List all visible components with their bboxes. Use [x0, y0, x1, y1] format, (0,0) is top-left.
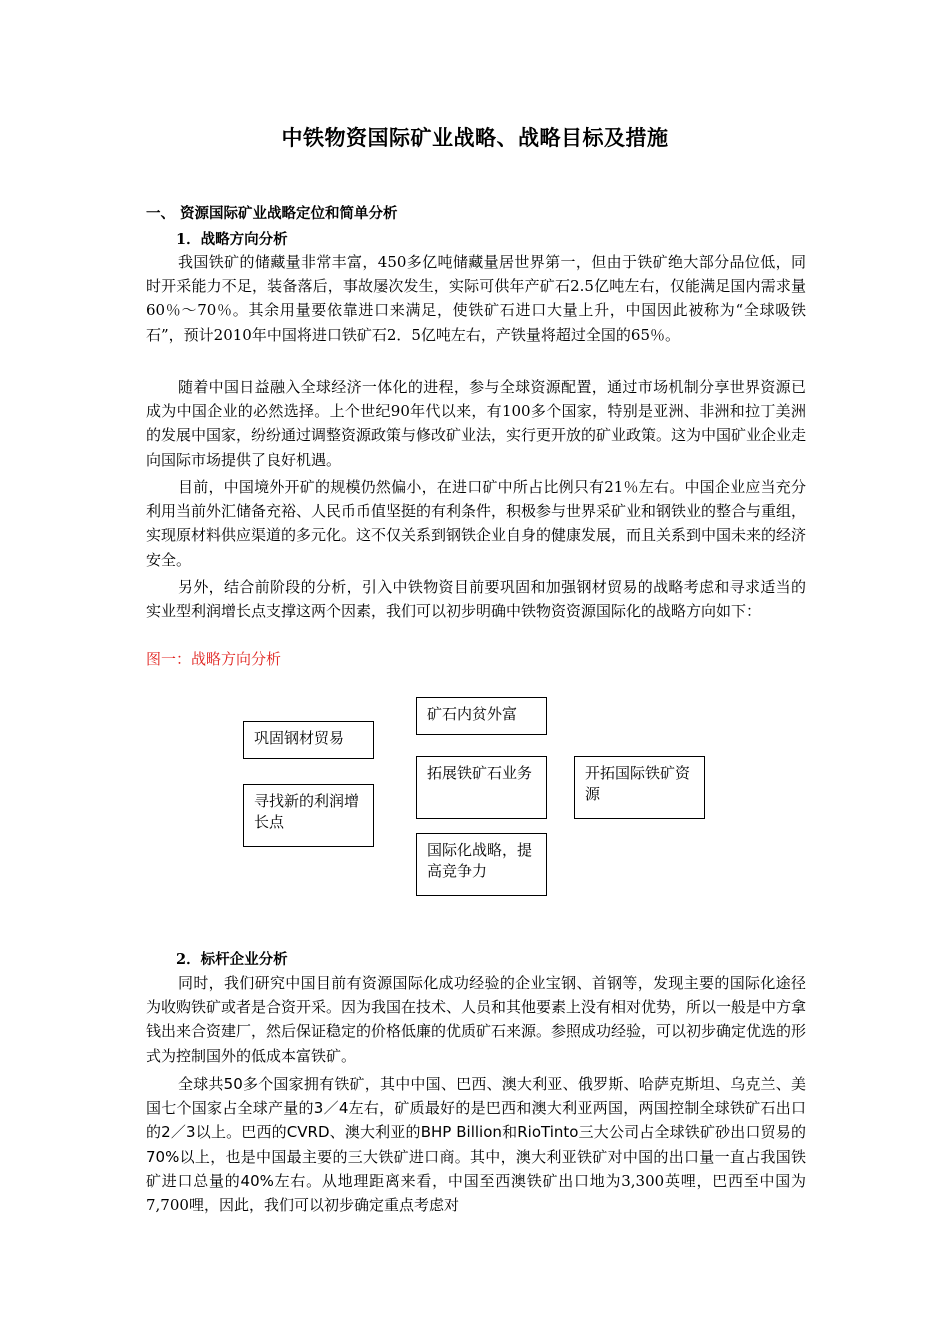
number-run: 70% [146, 1147, 180, 1166]
figure-caption: 图一：战略方向分析 [146, 650, 282, 668]
diagram-box-consolidate-steel-trade: 巩固钢材贸易 [243, 721, 374, 759]
company-name: BHP Billion [420, 1123, 502, 1142]
paragraph-2: 随着中国日益融入全球经济一体化的进程，参与全球资源配置，通过市场机制分享世界资源已成为中国企业的必然选择。上个世纪90年代以来，有100多个国家，特别是亚洲、非洲和拉丁美洲的发展中国家，纷纷通过调整资源政策与修改矿业法，实行更开放的矿业政策。这为中国矿业企业走向国际市场提供了良好机遇。 [146, 378, 807, 469]
text-run: 以上。巴西的 [195, 1123, 287, 1142]
paragraph-6 [146, 1072, 806, 1217]
diagram-box-expand-iron-ore-business: 拓展铁矿石业务 [416, 756, 547, 819]
text-run: 全球共 [178, 1075, 224, 1093]
diagram-box-ore-poor-domestic-rich-abroad: 矿石内贫外富 [416, 697, 547, 735]
number-run: 40% [240, 1171, 274, 1190]
text-run: 以上，也是中国最主要的三大铁矿进口商。其中，澳大利亚铁矿对中国的出口量一直占我国铁矿进口总量的 [146, 1147, 806, 1190]
paragraph-3: 目前，中国境外开矿的规模仍然偏小，在进口矿中所占比例只有21％左右。中国企业应当充分利用当前外汇储备充裕、人民币币值坚挺的有利条件，积极参与世界采矿业和钢铁业的整合与重组，实现原材料供应渠道的多元化。这不仅关系到钢铁企业自身的健康发展，而且关系到中国未来的经济安全。 [146, 478, 807, 569]
paragraph-5: 同时，我们研究中国目前有资源国际化成功经验的企业宝钢、首钢等，发现主要的国际化途径为收购铁矿或者是合资开采。因为我国在技术、人员和其他要素上没有相对优势，所以一般是中方拿钱出来合资建厂，然后保证稳定的价格低廉的优质矿石来源。参照成功经验，可以初步确定优选的形式为控制国外的低成本富铁矿。 [146, 974, 807, 1065]
diagram-box-internationalization: 国际化战略，提高竞争力 [416, 833, 547, 896]
text-run: 多个国家拥有铁矿，其中中国、巴西、澳大利亚、俄罗斯、哈萨克斯坦、乌克兰、美国七个国家占全球产量的 [146, 1075, 806, 1118]
diagram-box-new-profit-growth: 寻找新的利润增长点 [243, 784, 374, 847]
document-title: 中铁物资国际矿业战略、战略目标及措施 [281, 125, 669, 150]
paragraph-4: 另外，结合前阶段的分析，引入中铁物资目前要巩固和加强钢材贸易的战略考虑和寻求适当的实业型利润增长点支撑这两个因素，我们可以初步明确中铁物资资源国际化的战略方向如下： [146, 578, 806, 621]
number-run: 2／3 [161, 1123, 196, 1142]
company-name: RioTinto [517, 1123, 579, 1142]
text-run: 左右，矿质最好的是巴西和澳大利亚两国，两国控制全球铁矿石出口的 [146, 1099, 806, 1142]
text-run: 左右。从地理距离来看，中国至西澳铁矿出口地为3,300英哩，巴西至中国为7,700哩，因此，我们可以初步确定重点考虑对 [146, 1171, 806, 1215]
number-run: 3／4 [313, 1099, 349, 1118]
paragraph-1: 我国铁矿的储藏量非常丰富，450多亿吨储藏量居世界第一，但由于铁矿绝大部分品位低，同时开采能力不足，装备落后，事故屡次发生，实际可供年产矿石2.5亿吨左右，仅能满足国内需求量60％～70％。其余用量要依靠进口来满足，使铁矿石进口大量上升，中国因此被称为“全球吸铁石”，预计2010年中国将进口铁矿石2．5亿吨左右，产铁量将超过全国的65％。 [146, 253, 806, 344]
subsection-heading-strategy: 1．战略方向分析 [176, 231, 288, 248]
section-heading: 一、 资源国际矿业战略定位和简单分析 [146, 205, 398, 222]
text-run: 三大公司占全球铁矿砂出口贸易的 [578, 1123, 806, 1142]
text-run: 和 [501, 1123, 518, 1142]
diagram-box-explore-intl-iron-resources: 开拓国际铁矿资源 [574, 756, 705, 819]
company-name: CVRD [286, 1123, 330, 1142]
text-run: 、澳大利亚的 [329, 1123, 421, 1142]
subsection-heading-benchmark: 2．标杆企业分析 [176, 951, 288, 968]
number-run: 50 [223, 1075, 243, 1093]
